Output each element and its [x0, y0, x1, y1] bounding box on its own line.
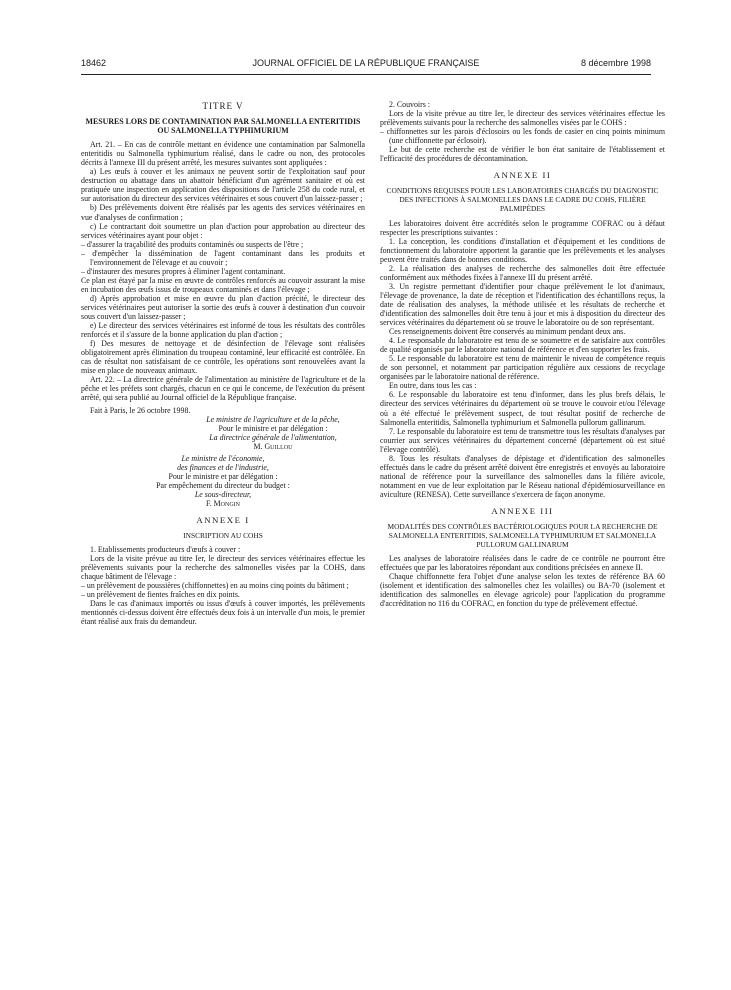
annexe-ii-point-7: 7. Le responsable du laboratoire est tenu de transmettre tous les résultats d'analyses par courrier aux services vétérinaires du département concerné (département où est situé l'élevage contrôlé).	[380, 426, 665, 454]
annexe-ii-point-8: 8. Tous les résultats d'analyses de dépistage et d'identification des salmonelles effectués dans le cadre du présent arrêté doivent être enregistrés et envoyés au laboratoire national de référence pour la surveillance des salmonelles dans la filière avicole, notamment en vue de leur exploitation par le Réseau national d'épidémiosurveillance en aviculture (RENESA). Cette surveillance s'exercera de façon anonyme.	[380, 453, 665, 499]
establishments-item-1: – un prélèvement de poussières (chiffonnettes) en au moins cinq points du bâtiment ;	[81, 581, 349, 591]
signature-block-1	[181, 415, 365, 451]
annexe-ii-point-5: 5. Le responsable du laboratoire est tenu de maintenir le niveau de compétence requis de son personnel, et notamment par participation régulière aux cessions de recyclage organisées par le laboratoire national de référence.	[380, 354, 665, 382]
measure-c-plan: Ce plan est étayé par la mise en œuvre de contrôles renforcés au couvoir assurant la mise en incubation des œufs issus de troupeaux contaminés et dans l'élevage ;	[81, 275, 365, 294]
annexe-ii-heading: CONDITIONS REQUISES POUR LES LABORATOIRES CHARGÉS DU DIAGNOSTIC DES INFECTIONS À SALMONELLES DANS LE CADRE DU COHS, FILIÈRE PALMIPÈDES	[386, 186, 659, 214]
measure-c-item-1: – d'assurer la traçabilité des produits contaminés ou suspects de l'être ;	[81, 239, 304, 249]
annexe-ii-label: ANNEXE II	[493, 170, 552, 181]
measure-c-item-3: – d'instaurer des mesures propres à éliminer l'agent contaminant.	[81, 266, 286, 276]
measure-d: d) Après approbation et mise en œuvre du plan d'action précité, le directeur des services vétérinaires peut autoriser la sortie des œufs à couver à destination d'un couvoir sous couvert d'un laissez-passer ;	[81, 293, 365, 322]
annexe-ii-point-3: 3. Un registre permettant d'identifier pour chaque prélèvement le lot d'animaux, l'élevage de provenance, la date de réception et l'identification des échantillons reçus, la date de réalisation des analyses, la méthode utilisée et les résultats de recherche et d'identification des salmonelles doit être tenu à jour et mis à disposition du directeur des services vétérinaires du département où se trouve le laboratoire ou de son représentant.	[380, 281, 665, 328]
annexe-ii-point-4: 4. Le responsable du laboratoire est tenu de se soumettre et de satisfaire aux contrôles de qualité organisés par le laboratoire national de référence et d'en supporter les frais.	[380, 336, 665, 355]
sig2-minister-cont: des finances et de l'industrie,	[177, 462, 269, 472]
couvoirs-purpose: Le but de cette recherche est de vérifier le bon état sanitaire de l'établissement et l'efficacité des procédures de décontamination.	[380, 145, 665, 164]
sig2-title: Le sous-directeur,	[194, 489, 252, 499]
sig2-impediment: Par empêchement du directeur du budget :	[156, 480, 290, 490]
couvoirs-heading: 2. Couvoirs :	[389, 100, 430, 109]
publication-date: 8 décembre 1998	[580, 58, 651, 68]
annexe-ii-point-3-retention: Ces renseignements doivent être conservés au minimum pendant deux ans.	[389, 327, 626, 337]
page-number: 18462	[81, 58, 107, 68]
couvoirs-item-1: – chiffonnettes sur les parois d'éclosoirs ou les fonds de casier en cinq points minimum (une chiffonnette par éclosoir).	[380, 127, 665, 146]
measure-a: a) Les œufs à couver et les animaux ne peuvent sortir de l'exploitation sauf pour destruction ou abattage dans un abattoir bénéficiant d'un agrément sanitaire et où est pratiquée une inspection en application des dispositions de l'article 258 du code rural, et sur autorisation du directeur des services vétérinaires et sous couvert d'un laissez-passer ;	[81, 167, 365, 204]
titre-v-heading: MESURES LORS DE CONTAMINATION PAR SALMONELLA ENTERITIDIS OU SALMONELLA TYPHIMURIUM	[85, 117, 361, 136]
annexe-i-label: ANNEXE I	[196, 515, 250, 526]
header-rule	[81, 74, 651, 75]
measure-b: b) Des prélèvements doivent être réalisés par les agents des services vétérinaires en vue d'analyses de confirmation ;	[81, 203, 365, 222]
sig1-name: M. Guillou	[253, 441, 293, 451]
left-column	[81, 100, 365, 627]
annexe-ii-point-1: 1. La conception, les conditions d'installation et d'équipement et les conditions de fonctionnement du laboratoire apportent la garantie que les prélèvements et les analyses peuvent être traités dans de bonnes conditions.	[380, 236, 665, 264]
annexe-i-heading: INSCRIPTION AU COHS	[183, 531, 263, 541]
measure-c: c) Le contractant doit soumettre un plan d'action pour approbation au directeur des services vétérinaires ayant pour objet :	[81, 221, 365, 240]
establishments-heading: 1. Etablissements producteurs d'œufs à couver :	[90, 545, 241, 555]
establishments-import: Dans le cas d'animaux importés ou issus d'œufs à couver importés, les prélèvements mentionnés ci-dessus doivent être effectués deux fois à un intervalle d'un mois, le premier étant réalisé aux frais du demandeur.	[81, 599, 365, 627]
annexe-ii-point-6: 6. Le responsable du laboratoire est tenu d'informer, dans les plus brefs délais, le directeur des services vétérinaires du département où se trouve le couvoir et/ou l'élevage où a été effectué le prélèvement suspect, de tout résultat positif de recherche de Salmonella enteritidis, Salmonella typhimurium et Salmonella pullorum gallinarum.	[380, 390, 665, 427]
signature-place-date: Fait à Paris, le 26 octobre 1998.	[90, 405, 191, 415]
measure-f: f) Des mesures de nettoyage et de désinfection de l'élevage sont réalisées obligatoirement après élimination du troupeau contaminé, leur efficacité est contrôlée. En cas de résultat non satisfaisant de ce contrôle, les opérations sont renouvelées avant la mise en place de nouveaux animaux.	[81, 339, 365, 376]
establishments-text: Lors de la visite prévue au titre Ier, le directeur des services vétérinaires effectue les prélèvements suivants pour la recherche des salmonelles visées par la COHS, dans chaque bâtiment de l'élevage :	[81, 554, 365, 582]
signature-block-2	[81, 454, 365, 508]
annexe-ii-in-addition: En outre, dans tous les cas :	[389, 381, 477, 391]
sig1-director: La directrice générale de l'alimentation,	[209, 432, 337, 442]
annexe-iii-para-2: Chaque chiffonnette fera l'objet d'une analyse selon les textes de référence BA 60 (isolement et identification des salmonelles chez les volailles) ou BA-70 (isolement et identification des salmonelles en élevage agricole) pour l'application du programme d'accréditation no 116 du COFRAC, en fonction du type de prélèvement effectué.	[380, 572, 665, 609]
couvoirs-text: Lors de la visite prévue au titre Ier, le directeur des services vétérinaires effectue les prélèvements suivants pour la recherche des salmonelles visées par le COHS :	[380, 109, 665, 128]
right-column	[380, 100, 665, 608]
article-21: Art. 21. – En cas de contrôle mettant en évidence une contamination par Salmonella enteritidis ou Salmonella typhimurium réalisé, dans le cadre ou non, des protocoles décrits à l'annexe III du présent arrêté, les mesures suivantes sont appliquées :	[81, 140, 365, 168]
annexe-ii-point-2: 2. La réalisation des analyses de recherche des salmonelles doit être effectuée conformément aux méthodes fixées à l'annexe III du présent arrêté.	[380, 263, 665, 282]
sig1-minister: Le ministre de l'agriculture et de la pêche,	[206, 414, 340, 424]
annexe-ii-intro: Les laboratoires doivent être accrédités selon le programme COFRAC ou à défaut respecter les prescriptions suivantes :	[380, 218, 665, 237]
sig2-delegation: Pour le ministre et par délégation :	[168, 471, 278, 481]
journal-title: JOURNAL OFFICIEL DE LA RÉPUBLIQUE FRANÇAISE	[252, 58, 480, 68]
annexe-iii-para-1: Les analyses de laboratoire réalisées dans le cadre de ce contrôle ne pourront être effectuées que par les laboratoires répondant aux conditions précisées en annexe II.	[380, 554, 665, 573]
annexe-iii-heading: MODALITÉS DES CONTRÔLES BACTÉRIOLOGIQUES POUR LA RECHERCHE DE SALMONELLA ENTERITIDIS, SALMONELLA TYPHIMURIUM ET SALMONELLA PULLORUM GALLINARUM	[387, 522, 658, 550]
annexe-iii-label: ANNEXE III	[491, 505, 554, 516]
measure-c-item-2: – d'empêcher la dissémination de l'agent contaminant dans les produits et l'environnement de l'élevage et au couvoir ;	[81, 248, 365, 267]
sig2-minister: Le ministre de l'économie,	[181, 453, 265, 463]
page-header	[81, 58, 651, 72]
titre-v-label: TITRE V	[202, 101, 244, 111]
sig2-name: F. Mongin	[205, 498, 241, 508]
establishments-item-2: – un prélèvement de fientes fraîches en dix points.	[81, 590, 240, 600]
sig1-delegation: Pour le ministre et par délégation :	[218, 423, 328, 433]
measure-e: e) Le directeur des services vétérinaires est informé de tous les résultats des contrôles renforcés et il s'assure de la bonne application du plan d'action ;	[81, 321, 365, 340]
article-22: Art. 22. – La directrice générale de l'alimentation au ministère de l'agriculture et de la pêche et les préfets sont chargés, chacun en ce qui le concerne, de l'exécution du présent arrêté, qui sera publié au Journal officiel de la République française.	[81, 375, 365, 403]
